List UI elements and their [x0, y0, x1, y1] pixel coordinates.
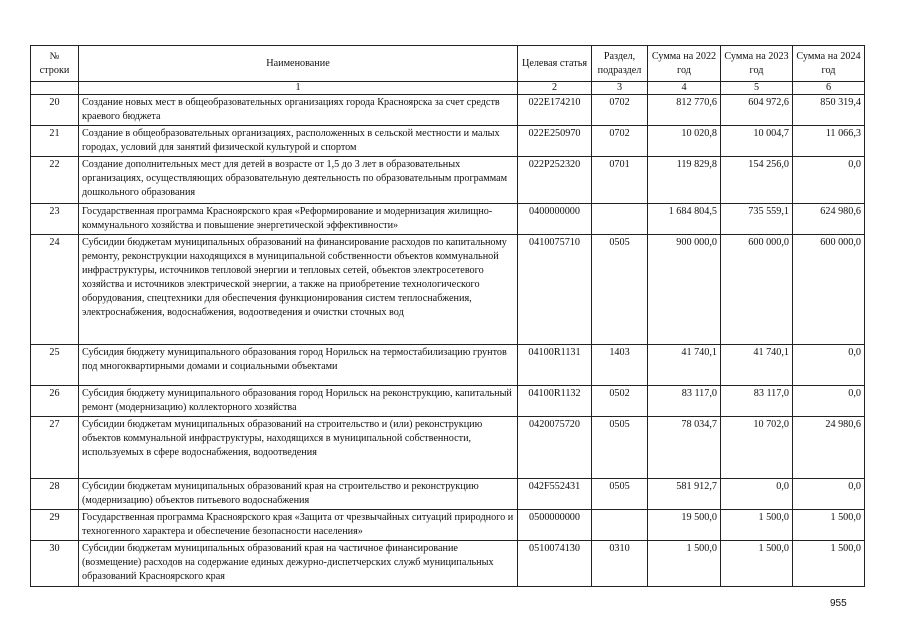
table-row	[31, 510, 865, 541]
row-section: 0505	[592, 235, 648, 345]
row-section: 0502	[592, 386, 648, 417]
row-target-article: 0420075720	[518, 417, 592, 479]
row-sum-2022: 19 500,0	[648, 510, 721, 541]
header-section: Раздел, подраздел	[592, 46, 648, 82]
row-name: Субсидия бюджету муниципального образования город Норильск на реконструкцию, капитальный ремонт (модернизацию) коллекторного хозяйства	[79, 386, 518, 417]
row-sum-2023: 1 500,0	[721, 541, 793, 587]
row-sum-2022: 1 684 804,5	[648, 204, 721, 235]
row-sum-2023: 0,0	[721, 479, 793, 510]
row-number: 29	[31, 510, 79, 541]
row-sum-2023: 10 702,0	[721, 417, 793, 479]
row-number: 24	[31, 235, 79, 345]
table-row	[31, 157, 865, 204]
row-target-article: 0410075710	[518, 235, 592, 345]
row-number: 30	[31, 541, 79, 587]
row-target-article: 022E250970	[518, 126, 592, 157]
row-name: Субсидии бюджетам муниципальных образований края на строительство и реконструкцию (модернизацию) объектов питьевого водоснабжения	[79, 479, 518, 510]
row-target-article: 04100R1131	[518, 345, 592, 386]
column-number: 5	[721, 82, 793, 95]
column-number: 1	[79, 82, 518, 95]
row-section: 0505	[592, 479, 648, 510]
row-sum-2022: 1 500,0	[648, 541, 721, 587]
row-sum-2023: 735 559,1	[721, 204, 793, 235]
table-row	[31, 204, 865, 235]
row-sum-2023: 1 500,0	[721, 510, 793, 541]
row-sum-2024: 850 319,4	[793, 95, 865, 126]
header-sum-2023: Сумма на 2023 год	[721, 46, 793, 82]
column-number: 4	[648, 82, 721, 95]
column-number: 3	[592, 82, 648, 95]
header-row	[31, 46, 865, 82]
row-target-article: 0510074130	[518, 541, 592, 587]
row-number: 27	[31, 417, 79, 479]
page-number: 955	[830, 598, 847, 609]
row-section: 0702	[592, 126, 648, 157]
table-row	[31, 479, 865, 510]
header-target-article: Целевая статья	[518, 46, 592, 82]
row-sum-2024: 0,0	[793, 157, 865, 204]
row-name: Создание дополнительных мест для детей в возрасте от 1,5 до 3 лет в образовательных организациях, осуществляющих образовательную деятельность по образовательным программам дошкольного образования	[79, 157, 518, 204]
row-sum-2022: 41 740,1	[648, 345, 721, 386]
column-number: 2	[518, 82, 592, 95]
row-target-article: 0500000000	[518, 510, 592, 541]
row-section: 0702	[592, 95, 648, 126]
row-section: 1403	[592, 345, 648, 386]
row-sum-2022: 581 912,7	[648, 479, 721, 510]
row-number: 25	[31, 345, 79, 386]
table-row	[31, 235, 865, 345]
row-target-article: 022P252320	[518, 157, 592, 204]
row-section	[592, 510, 648, 541]
table-row	[31, 417, 865, 479]
table-row	[31, 95, 865, 126]
table-row	[31, 541, 865, 587]
row-number: 28	[31, 479, 79, 510]
row-sum-2022: 812 770,6	[648, 95, 721, 126]
row-name: Субсидии бюджетам муниципальных образований на финансирование расходов по капитальному ремонту, реконструкции находящихся в муниципальной собственности объектов коммунальной инфраструктуры, источников тепловой энергии и тепловых сетей, объектов электросетевого хозяйства и источников электрической энергии, а также на приобретение технологического оборудования, спецтехники для обеспечения функционирования систем теплоснабжения, электроснабжения, водоснабжения, водоотведения и очистки сточных вод	[79, 235, 518, 345]
row-target-article: 0400000000	[518, 204, 592, 235]
row-number: 22	[31, 157, 79, 204]
row-number: 21	[31, 126, 79, 157]
row-sum-2022: 78 034,7	[648, 417, 721, 479]
header-sum-2022: Сумма на 2022 год	[648, 46, 721, 82]
column-number: 6	[793, 82, 865, 95]
row-name: Создание в общеобразовательных организациях, расположенных в сельской местности и малых городах, условий для занятий физической культурой и спортом	[79, 126, 518, 157]
table-row	[31, 345, 865, 386]
row-sum-2023: 83 117,0	[721, 386, 793, 417]
row-sum-2024: 24 980,6	[793, 417, 865, 479]
row-section: 0505	[592, 417, 648, 479]
row-sum-2024: 0,0	[793, 479, 865, 510]
row-name: Создание новых мест в общеобразовательных организациях города Красноярска за счет средств краевого бюджета	[79, 95, 518, 126]
row-number: 26	[31, 386, 79, 417]
row-section: 0310	[592, 541, 648, 587]
row-sum-2024: 0,0	[793, 386, 865, 417]
row-name: Государственная программа Красноярского края «Реформирование и модернизация жилищно-коммунального хозяйства и повышение энергетической эффективности»	[79, 204, 518, 235]
row-number: 23	[31, 204, 79, 235]
header-sum-2024: Сумма на 2024 год	[793, 46, 865, 82]
row-sum-2022: 119 829,8	[648, 157, 721, 204]
row-name: Государственная программа Красноярского края «Защита от чрезвычайных ситуаций природного и техногенного характера и обеспечение безопасности населения»	[79, 510, 518, 541]
row-sum-2023: 604 972,6	[721, 95, 793, 126]
row-sum-2024: 0,0	[793, 345, 865, 386]
row-target-article: 042F552431	[518, 479, 592, 510]
row-name: Субсидия бюджету муниципального образования город Норильск на термостабилизацию грунтов под многоквартирными домами и социальными объектами	[79, 345, 518, 386]
row-sum-2022: 83 117,0	[648, 386, 721, 417]
row-name: Субсидии бюджетам муниципальных образований края на частичное финансирование (возмещение) расходов на содержание единых дежурно-диспетчерских служб муниципальных образований Красноярского края	[79, 541, 518, 587]
row-sum-2023: 600 000,0	[721, 235, 793, 345]
row-target-article: 022E174210	[518, 95, 592, 126]
row-sum-2024: 624 980,6	[793, 204, 865, 235]
row-section	[592, 204, 648, 235]
column-number-row	[31, 82, 865, 95]
row-sum-2024: 1 500,0	[793, 541, 865, 587]
header-name: Наименование	[79, 46, 518, 82]
row-sum-2024: 600 000,0	[793, 235, 865, 345]
column-number-blank	[31, 82, 79, 95]
row-sum-2023: 10 004,7	[721, 126, 793, 157]
row-sum-2024: 11 066,3	[793, 126, 865, 157]
row-sum-2023: 154 256,0	[721, 157, 793, 204]
row-sum-2022: 900 000,0	[648, 235, 721, 345]
row-name: Субсидии бюджетам муниципальных образований на строительство и (или) реконструкцию объектов коммунальной инфраструктуры, находящихся в муниципальной собственности, используемых в сфере водоснабжения, водоотведения	[79, 417, 518, 479]
table-row	[31, 386, 865, 417]
row-sum-2022: 10 020,8	[648, 126, 721, 157]
row-sum-2024: 1 500,0	[793, 510, 865, 541]
row-target-article: 04100R1132	[518, 386, 592, 417]
table-row	[31, 126, 865, 157]
row-section: 0701	[592, 157, 648, 204]
row-number: 20	[31, 95, 79, 126]
row-sum-2023: 41 740,1	[721, 345, 793, 386]
budget-table	[30, 45, 865, 587]
header-row-number: № строки	[31, 46, 79, 82]
